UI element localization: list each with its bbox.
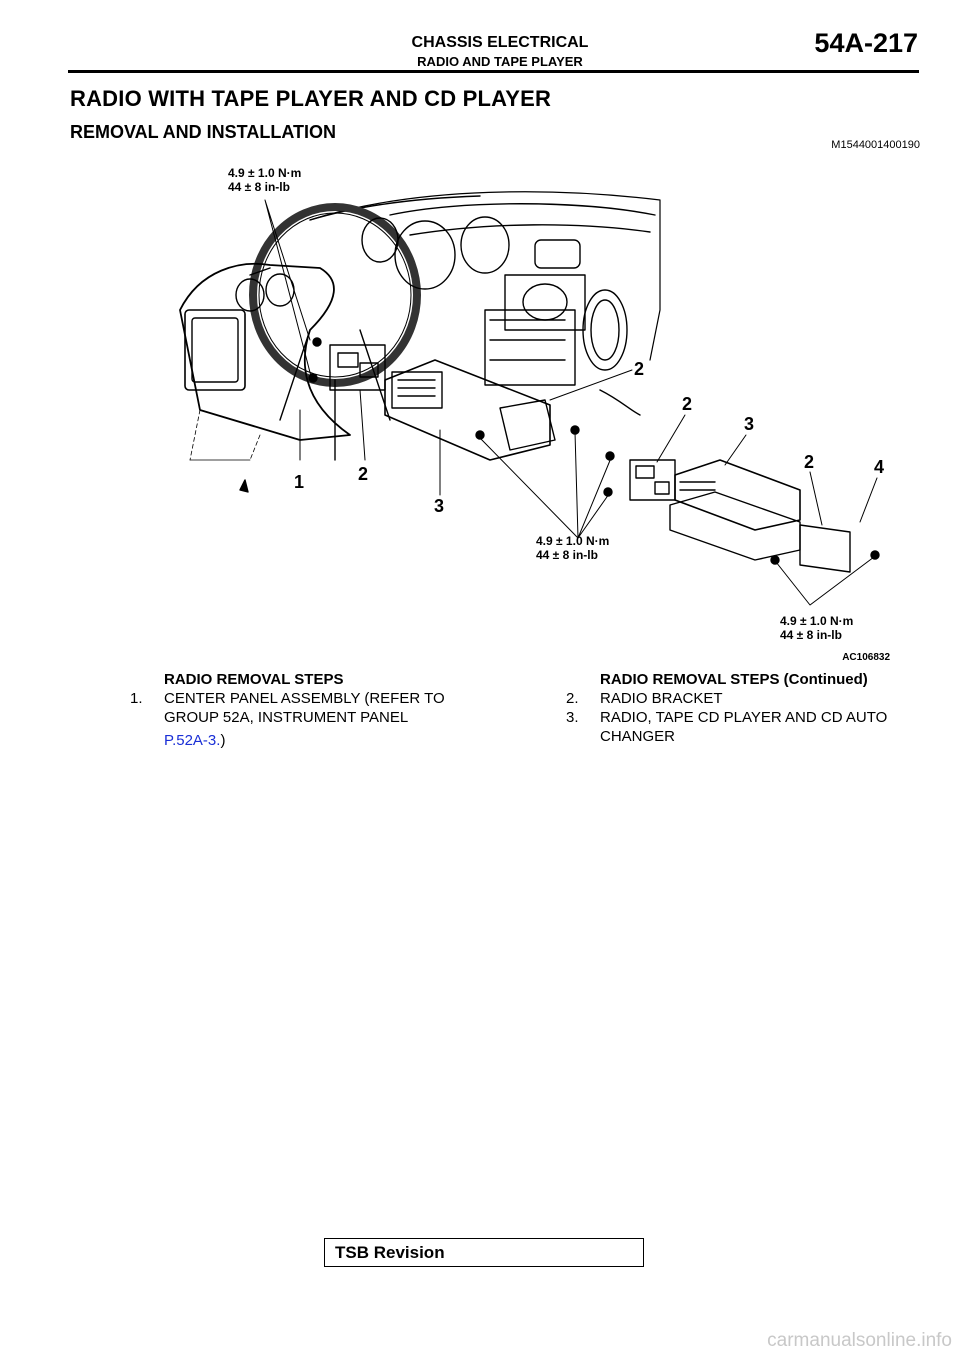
header-section-title: CHASSIS ELECTRICAL bbox=[411, 34, 589, 51]
page-number: 54A-217 bbox=[814, 28, 918, 58]
step-item bbox=[566, 708, 926, 746]
step-number: 1. bbox=[130, 690, 143, 707]
radio-removal-illustration bbox=[160, 160, 900, 665]
document-code: M1544001400190 bbox=[831, 139, 920, 151]
step-number: 2. bbox=[566, 690, 579, 707]
step-number: 3. bbox=[566, 709, 579, 726]
steps-right-title: RADIO REMOVAL STEPS (Continued) bbox=[600, 671, 868, 688]
callout-2-right-top: 2 bbox=[682, 394, 693, 414]
step-text: RADIO BRACKET bbox=[600, 690, 723, 707]
step-text: RADIO, TAPE CD PLAYER AND CD AUTO CHANGER bbox=[600, 709, 888, 745]
torque-label-bottom-nm: 4.9 ± 1.0 N·m bbox=[780, 614, 854, 628]
callout-3-left: 3 bbox=[434, 496, 445, 516]
callout-1: 1 bbox=[294, 472, 305, 492]
callout-2-left: 2 bbox=[358, 464, 369, 484]
torque-label-mid-nm: 4.9 ± 1.0 N·m bbox=[536, 534, 610, 548]
callout-2-right-bottom: 2 bbox=[804, 452, 815, 472]
callout-4: 4 bbox=[874, 457, 885, 477]
step-item bbox=[130, 689, 460, 750]
torque-label-mid-inlb: 44 ± 8 in-lb bbox=[536, 548, 598, 562]
page-title: RADIO WITH TAPE PLAYER AND CD PLAYER bbox=[70, 86, 552, 111]
step-text: CENTER PANEL ASSEMBLY (REFER TO GROUP 52A, INSTRUMENT PANEL bbox=[164, 690, 445, 726]
watermark: carmanualsonline.info bbox=[767, 1330, 952, 1351]
torque-label-top-nm: 4.9 ± 1.0 N·m bbox=[228, 166, 302, 180]
torque-label-bottom-inlb: 44 ± 8 in-lb bbox=[780, 628, 842, 642]
header-subsection-title: RADIO AND TAPE PLAYER bbox=[417, 54, 583, 69]
callout-2-upper: 2 bbox=[634, 359, 645, 379]
step-suffix: ) bbox=[220, 732, 226, 749]
steps-right-column bbox=[566, 670, 926, 746]
torque-label-top-inlb: 44 ± 8 in-lb bbox=[228, 180, 290, 194]
section-title: REMOVAL AND INSTALLATION bbox=[70, 122, 336, 142]
steps-left-title: RADIO REMOVAL STEPS bbox=[164, 671, 344, 688]
figure-id: AC106832 bbox=[842, 652, 890, 663]
callout-3-right: 3 bbox=[744, 414, 755, 434]
tsb-revision-box bbox=[324, 1238, 644, 1267]
tsb-revision-label: TSB Revision bbox=[335, 1243, 445, 1262]
reference-link[interactable]: P.52A-3. bbox=[164, 732, 221, 749]
step-item bbox=[566, 689, 926, 708]
header-divider bbox=[68, 70, 919, 73]
steps-left-column bbox=[130, 670, 460, 750]
